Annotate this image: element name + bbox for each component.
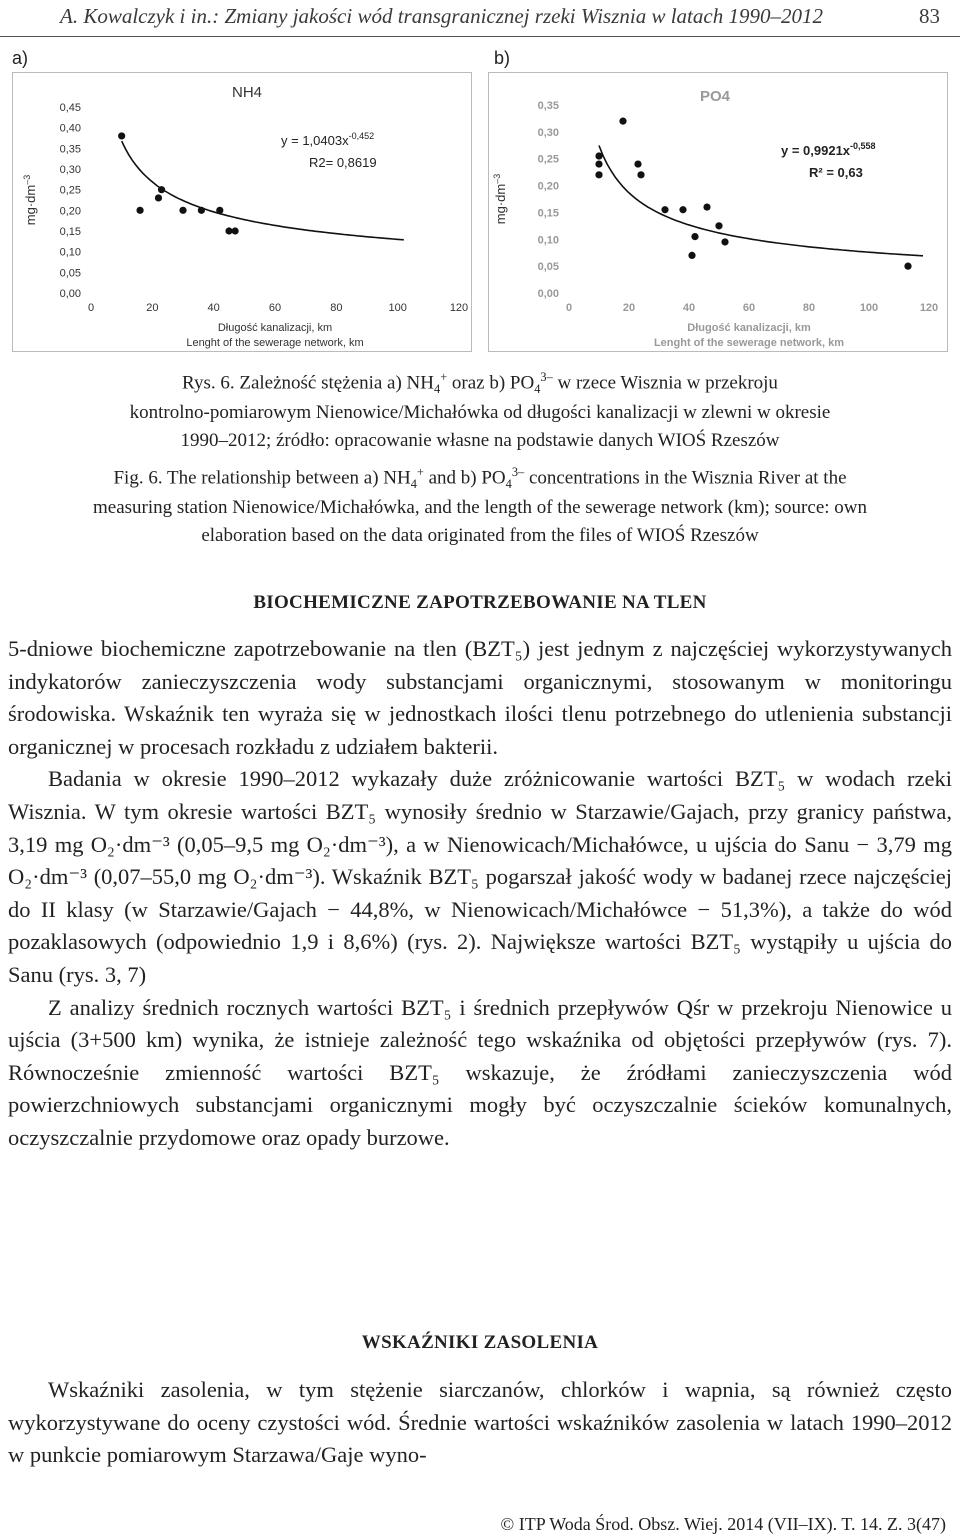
figure-caption-en: Fig. 6. The relationship between a) $NH_4^+$ and b) $PO_4^{3-}$ concentrations in the Wisznia River at the measuring station Nienowice/Michałówka, and the length of the sewerage network (km); source: own elaboration based on the data originated from the files of WIOŚ Rzeszów <box>92 465 868 546</box>
trend-equation-exponent: -0,452 <box>348 131 375 141</box>
y-tick-label: 0,10 <box>59 246 81 259</box>
trend-r2: R² = 0,63 <box>809 165 863 180</box>
chart-title: PO4 <box>699 88 731 105</box>
nh4-chart <box>13 73 471 351</box>
y-tick-label: 0,20 <box>59 205 81 218</box>
x-tick-label: 120 <box>449 302 469 314</box>
data-point <box>679 206 686 213</box>
x-tick-label: 120 <box>919 302 939 314</box>
y-tick-label: 0,20 <box>537 180 559 193</box>
y-tick-label: 0,05 <box>59 267 81 280</box>
x-axis-label-en: Lenght of the sewerage network, km <box>653 337 845 349</box>
chart-panel-a <box>12 72 472 352</box>
paragraph: Badania w okresie 1990–2012 wykazały duże zróżnicowanie wartości BZT₅ w wodach rzeki Wisznia. W tym okresie wartości BZT₅ wynosiły średnio w Starzawie/Gajach, przy granicy państwa, 3,19 mg O₂·dm⁻³ (0,05–9,5 mg O₂·dm⁻³), a w Nienowicach/Michałówce, u ujścia do Sanu − 3,79 mg O₂·dm⁻³ (0,07–55,0 mg O₂·dm⁻³). Wskaźnik BZT₅ pogarszał jakość wody w badanej rzece najczęściej do II klasy (w Starzawie/Gajach − 44,8%, w Nienowicach/Michałówce − 51,3%), a także do wód pozaklasowych (odpowiednio 1,9 i 8,6%) (rys. 2). Największe wartości BZT₅ wystąpiły u ujścia do Sanu (rys. 3, 7) <box>8 766 952 987</box>
x-tick-label: 40 <box>207 302 220 314</box>
chart-panel-b <box>488 72 948 352</box>
x-tick-label: 60 <box>742 302 756 314</box>
y-axis-label: $mg\cdot dm^{-3}$ <box>22 174 38 226</box>
x-axis-label-pl: Długość kanalizacji, km <box>217 322 333 334</box>
data-point <box>721 238 728 245</box>
data-point <box>904 263 911 270</box>
y-tick-label: 0,00 <box>59 288 81 300</box>
panel-b-label: b) <box>494 48 511 68</box>
data-point <box>688 252 695 259</box>
x-tick-label: 0 <box>565 302 573 314</box>
y-tick-label: 0,25 <box>59 184 81 197</box>
y-axis-label: $mg\cdot dm^{-3}$ <box>492 173 508 225</box>
y-tick-label: 0,40 <box>59 122 81 135</box>
trend-equation: $y = 1,0403x^{-0,452}$ <box>281 131 375 148</box>
data-point <box>118 132 125 139</box>
data-point <box>637 171 644 178</box>
section-zasolenie-body <box>8 1374 952 1472</box>
page-number: 83 <box>919 4 940 28</box>
data-point <box>619 118 626 125</box>
x-tick-label: 20 <box>146 302 159 314</box>
data-point <box>661 206 668 213</box>
y-tick-label: 0,35 <box>59 143 81 156</box>
data-point <box>136 207 143 214</box>
y-tick-label: 0,25 <box>537 153 559 166</box>
x-tick-label: 20 <box>622 302 636 314</box>
footer-citation: © ITP Woda Środ. Obsz. Wiej. 2014 (VII–IX). T. 14. Z. 3(47) <box>500 1514 946 1534</box>
paragraph: 5-dniowe biochemiczne zapotrzebowanie na tlen (BZT₅) jest jednym z najczęściej wykorzystywanych indykatorów zanieczyszczenia wody substancjami organicznymi, stosowanym w monitoringu środowiska. Wskaźnik ten wyraża się w jednostkach ilości tlenu potrzebnego do utlenienia substancji organicznej w procesach rozkładu z udziałem bakterii. <box>8 636 952 759</box>
y-tick-label: 0,15 <box>537 207 559 220</box>
data-point <box>155 194 162 201</box>
data-point <box>595 152 602 159</box>
x-tick-label: 100 <box>859 302 879 314</box>
y-axis-label-exponent: –3 <box>22 174 32 185</box>
data-point <box>691 233 698 240</box>
x-tick-label: 60 <box>268 302 282 314</box>
y-tick-label: 0,30 <box>59 164 81 176</box>
y-tick-label: 0,00 <box>537 288 559 300</box>
y-tick-label: 0,10 <box>537 234 559 247</box>
paragraph: Wskaźniki zasolenia, w tym stężenie siarczanów, chlorków i wapnia, są również często wykorzystywane do oceny czystości wód. Średnie wartości wskaźników zasolenia w latach 1990–2012 w punkcie pomiarowym Starzawa/Gaje wyno- <box>8 1377 952 1468</box>
x-tick-label: 80 <box>802 302 816 314</box>
section-title-zasolenie: WSKAŹNIKI ZASOLENIA <box>361 1332 599 1353</box>
paragraph: Z analizy średnich rocznych wartości BZT₅ i średnich przepływów Qśr w przekroju Nienowice u ujścia (3+500 km) wynika, że istnieje zależność tego wskaźnika od objętości przepływów (rys. 7). Równocześnie zmienność wartości BZT₅ wskazuje, że źródłami zanieczyszczenia wód powierzchniowych substancjami organicznymi mogły być oczyszczalnie ścieków komunalnych, oczyszczalnie przydomowe oraz opady burzowe. <box>8 994 952 1150</box>
running-title: A. Kowalczyk i in.: Zmiany jakości wód transgranicznej rzeki Wisznia w latach 1990–2012 <box>60 4 823 28</box>
y-tick-label: 0,30 <box>537 126 559 139</box>
figure-caption-pl: Rys. 6. Zależność stężenia a) $NH_4^+$ oraz b) $PO_4^{3-}$ w rzece Wisznia w przekroju kontrolno-pomiarowym Nienowice/Michałówka od długości kanalizacji w zlewni w okresie 1990–2012; źródło: opracowanie własne na podstawie danych WIOŚ Rzeszów <box>129 370 831 451</box>
po4-chart <box>489 73 947 351</box>
data-point <box>595 160 602 167</box>
y-axis-label-exponent: –3 <box>492 173 502 184</box>
x-axis-label-en: Lenght of the sewerage network, km <box>186 337 364 349</box>
data-point <box>232 227 239 234</box>
x-tick-label: 0 <box>87 302 95 314</box>
y-tick-label: 0,05 <box>537 261 559 274</box>
panel-a-label: a) <box>12 48 29 68</box>
data-point <box>216 207 223 214</box>
section-title-bzt: BIOCHEMICZNE ZAPOTRZEBOWANIE NA TLEN <box>253 592 707 613</box>
y-tick-label: 0,15 <box>59 226 81 238</box>
data-point <box>179 207 186 214</box>
trend-equation: $y = 0,9921x^{-0,558}$ <box>781 141 876 158</box>
section-bzt-body <box>8 633 952 1155</box>
x-axis-label-pl: Długość kanalizacji, km <box>687 322 811 334</box>
chart-title: NH4 <box>231 84 263 101</box>
trend-equation-exponent: -0,558 <box>850 141 876 151</box>
trend-r2: R2= 0,8619 <box>309 155 377 170</box>
data-point <box>634 160 641 167</box>
trend-line <box>599 146 923 256</box>
data-point <box>158 186 165 193</box>
data-point <box>715 222 722 229</box>
y-tick-label: 0,35 <box>537 100 559 112</box>
data-point <box>225 227 232 234</box>
data-point <box>595 171 602 178</box>
x-tick-label: 80 <box>330 302 343 314</box>
data-point <box>198 207 205 214</box>
y-tick-label: 0,45 <box>59 102 81 114</box>
header-rule <box>0 36 960 37</box>
data-point <box>703 203 710 210</box>
x-tick-label: 100 <box>388 302 407 314</box>
x-tick-label: 40 <box>682 302 696 314</box>
